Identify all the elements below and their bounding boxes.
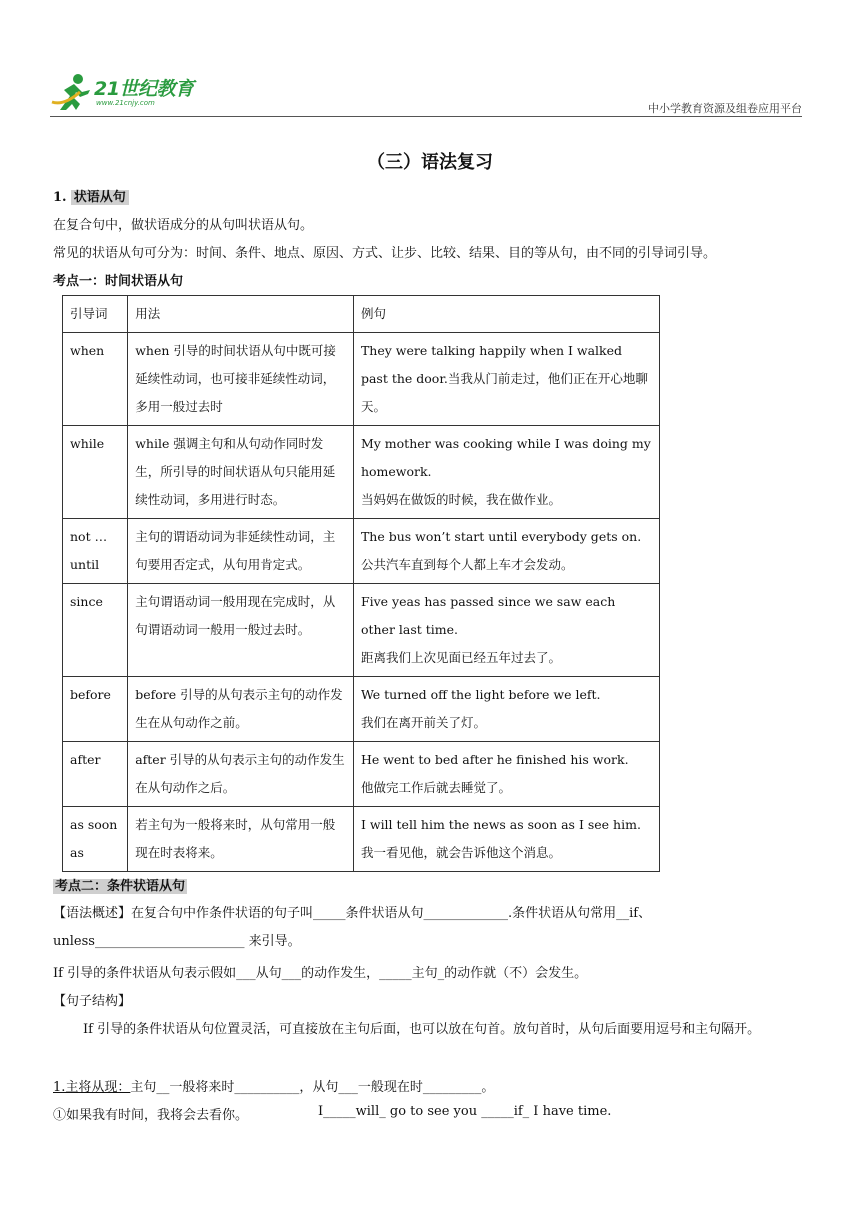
rule-text: 主句__一般将来时__________，从句___一般现在时_________。 (130, 1080, 495, 1095)
example-cn-line: ①如果我有时间，我将会去看你。 (53, 1108, 249, 1123)
column-header: 例句 (353, 296, 659, 333)
example-en: He went to bed after he finished his work. (360, 752, 629, 767)
rule-line (53, 1076, 494, 1095)
section-heading (53, 186, 129, 205)
table-cell: 主句谓语动词一般用现在完成时，从句谓语动词一般用一般过去时。 (128, 584, 354, 677)
table-row (63, 584, 660, 677)
table-row (63, 677, 660, 742)
runner-logo-icon (50, 72, 94, 112)
kaodian-title: 考点二：条件状语从句 (55, 879, 186, 894)
table-row (63, 333, 660, 426)
rule-label: 1.主将从现： (53, 1080, 131, 1095)
logo-text: 21世纪教育 (94, 78, 194, 100)
example-en: The bus won’t start until everybody gets on. (360, 529, 642, 544)
example-en-line: I_____will_ go to see you _____if_ I have time. (318, 1104, 612, 1119)
table-cell: since (63, 584, 128, 677)
logo-url: www.21cnjy.com (96, 99, 155, 107)
platform-label: 中小学教育资源及组卷应用平台 (648, 102, 802, 115)
table-cell (353, 519, 659, 584)
table-row (63, 426, 660, 519)
table-cell: before (63, 677, 128, 742)
table-cell: before 引导的从句表示主句的动作发生在从句动作之前。 (128, 677, 354, 742)
table-cell (353, 742, 659, 807)
table-cell: while (63, 426, 128, 519)
example-en: We turned off the light before we left. (360, 687, 601, 702)
header-divider (50, 116, 802, 117)
if-description: If 引导的条件状语从句表示假如___从句___的动作发生，_____主句_的动作就（不）会发生。 (53, 966, 588, 981)
table-cell: after 引导的从句表示主句的动作发生在从句动作之后。 (128, 742, 354, 807)
table-cell (353, 426, 659, 519)
example-cn: 当妈妈在做饭的时候，我在做作业。 (360, 492, 561, 507)
kaodian-heading: 考点一：时间状语从句 (53, 274, 184, 289)
example-cn: 我们在离开前关了灯。 (360, 715, 486, 730)
section-number: 1. (53, 190, 67, 205)
table-cell: while 强调主句和从句动作同时发生，所引导的时间状语从句只能用延续性动词，多用进行时态。 (128, 426, 354, 519)
example-cn: 我一看见他，就会告诉他这个消息。 (360, 845, 561, 860)
example-cn: 公共汽车直到每个人都上车才会发动。 (360, 557, 574, 572)
column-header: 用法 (128, 296, 354, 333)
table-cell: 若主句为一般将来时，从句常用一般现在时表将来。 (128, 807, 354, 872)
structure-heading: 【句子结构】 (53, 994, 132, 1009)
table-cell: 主句的谓语动词为非延续性动词，主句要用否定式，从句用肯定式。 (128, 519, 354, 584)
table-row (63, 519, 660, 584)
grammar-overview: 【语法概述】在复合句中作条件状语的句子叫_____条件状语从句_____________.条件状语从句常用__if、unless_______________________ 来引导。 (53, 906, 652, 949)
table-cell: when 引导的时间状语从句中既可接延续性动词，也可接非延续性动词，多用一般过去时 (128, 333, 354, 426)
table-cell: They were talking happily when I walked past the door.当我从门前走过，他们正在开心地聊天。 (353, 333, 659, 426)
site-logo[interactable] (50, 72, 215, 116)
table-row (63, 807, 660, 872)
table-row (63, 742, 660, 807)
column-header: 引导词 (63, 296, 128, 333)
page-title: （三）语法复习 (367, 152, 493, 173)
time-clause-table (62, 295, 660, 872)
table-cell (353, 807, 659, 872)
table-cell: after (63, 742, 128, 807)
table-header-row (63, 296, 660, 333)
kaodian-heading (53, 875, 187, 894)
table-cell: not … until (63, 519, 128, 584)
page-header (50, 66, 802, 118)
paragraph: 在复合句中，做状语成分的从句叫状语从句。 (53, 218, 314, 233)
table-cell (353, 677, 659, 742)
example-en: Five yeas has passed since we saw each other last time. (360, 594, 616, 637)
paragraph: 常见的状语从句可分为：时间、条件、地点、原因、方式、让步、比较、结果、目的等从句，由不同的引导词引导。 (53, 246, 717, 261)
section-title: 状语从句 (71, 190, 129, 205)
example-cn: 他做完工作后就去睡觉了。 (360, 780, 511, 795)
example-en: My mother was cooking while I was doing my homework. (360, 436, 651, 479)
table-cell (353, 584, 659, 677)
table-cell: as soon as (63, 807, 128, 872)
structure-text: If 引导的条件状语从句位置灵活，可直接放在主句后面，也可以放在句首。放句首时，从句后面要用逗号和主句隔开。 (83, 1022, 761, 1037)
example-en: I will tell him the news as soon as I see him. (360, 817, 641, 832)
example-cn: 距离我们上次见面已经五年过去了。 (360, 650, 561, 665)
table-cell: when (63, 333, 128, 426)
